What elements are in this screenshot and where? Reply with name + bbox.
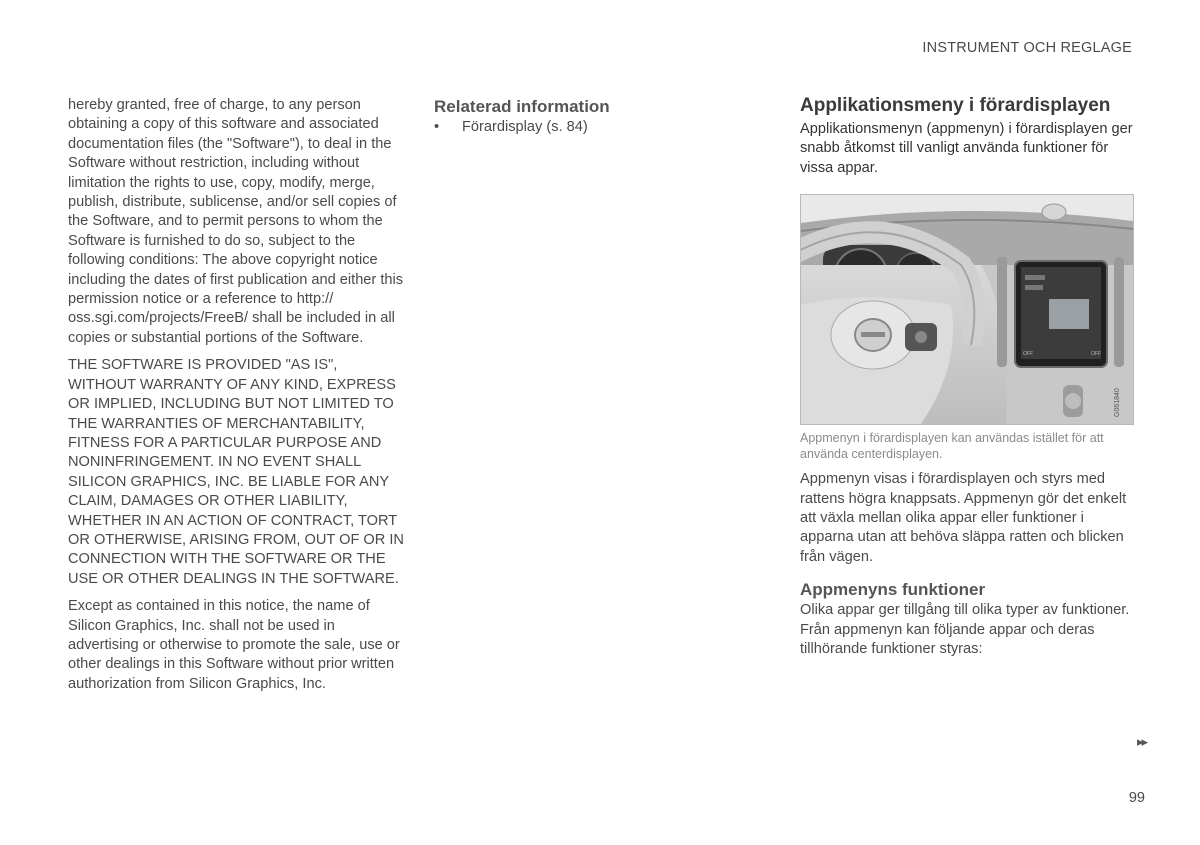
related-link-item[interactable] bbox=[434, 118, 764, 137]
related-link[interactable]: Förardisplay (s. 84) bbox=[462, 119, 588, 135]
license-paragraph: THE SOFTWARE IS PROVIDED "AS IS", WITHOUT WARRANTY OF ANY KIND, EXPRESS OR IMPLIED, INCLUDING BUT NOT LIMITED TO THE WARRANTIES OF MERCHANTABILITY, FITNESS FOR A PARTICULAR PURPOSE AND NONINFRINGEMENT. IN NO EVENT SHALL SILICON GRAPHICS, INC. BE LIABLE FOR ANY CLAIM, DAMAGES OR OTHER LIABILITY, WHETHER IN AN ACTION OF CONTRACT, TORT OR OTHERWISE, ARISING FROM, OUT OF OR IN CONNECTION WITH THE SOFTWARE OR THE USE OR OTHER DEALINGS IN THE SOFTWARE. bbox=[68, 357, 404, 587]
license-paragraph: Except as contained in this notice, the name of Silicon Graphics, Inc. shall not be used in advertising or otherwise to promote the sale, use or other dealings in this Software without prior written authorization from Silicon Graphics, Inc. bbox=[68, 598, 400, 692]
section-subheading: Appmenyns funktioner bbox=[800, 580, 986, 600]
license-text-column bbox=[68, 96, 408, 702]
related-info-column bbox=[434, 96, 764, 137]
screen-off-label: OFF bbox=[1091, 351, 1101, 358]
page-title: Applikationsmeny i förardisplayen bbox=[800, 95, 1111, 116]
body-text: Appmenyn visas i förardisplayen och styrs med rattens högra knappsats. Appmenyn gör det enkelt att växla mellan olika appar eller funktioner i apparna utan att behöva släppa ratten och blicken från vägen. bbox=[800, 471, 1127, 565]
car-interior-image bbox=[801, 195, 1133, 424]
continue-arrows-icon: ▸▸ bbox=[1136, 734, 1146, 749]
dashboard-illustration bbox=[800, 194, 1134, 425]
section-header: INSTRUMENT OCH REGLAGE bbox=[922, 40, 1132, 56]
screen-off-label: OFF bbox=[1023, 351, 1033, 358]
intro-text: Applikationsmenyn (appmenyn) i förardisplayen ger snabb åtkomst till vanligt använda funktioner för vissa appar. bbox=[800, 121, 1133, 176]
app-menu-column bbox=[800, 94, 1134, 659]
figure-code: G061840 bbox=[1114, 388, 1121, 418]
license-paragraph: hereby granted, free of charge, to any person obtaining a copy of this software and associated documentation files (the "Software"), to deal in the Software without restriction, including without limitation the rights to use, copy, modify, merge, publish, distribute, sublicense, and/or sell copies of the Software, and to permit persons to whom the Software is furnished to do so, subject to the following conditions: The above copyright notice including the dates of first publication and either this permission notice or a reference to http:// oss.sgi.com/projects/FreeB/ shall be included in all copies or substantial portions of the Software. bbox=[68, 97, 404, 346]
bullet-icon: • bbox=[434, 119, 440, 135]
related-info-heading: Relaterad information bbox=[434, 97, 610, 116]
body-text-2: Olika appar ger tillgång till olika typer av funktioner. Från appmenyn kan följande appar och deras tillhörande funktioner styras: bbox=[800, 602, 1130, 658]
page-number: 99 bbox=[1128, 790, 1145, 806]
figure-caption: Appmenyn i förardisplayen kan användas istället för att använda centerdisplayen. bbox=[800, 431, 1104, 462]
